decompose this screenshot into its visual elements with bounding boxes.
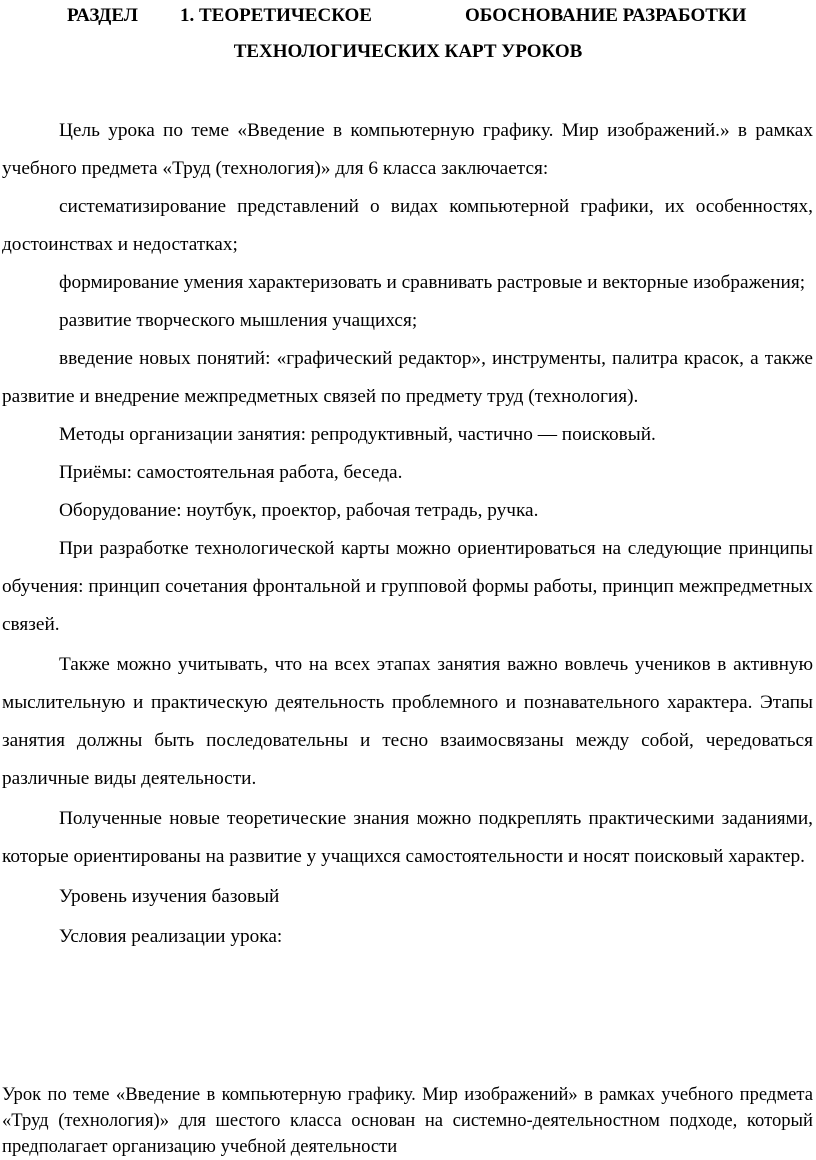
paragraph-methods: Методы организации занятия: репродуктивный, частично — поисковый. (59, 424, 656, 445)
section-heading-line-2: ТЕХНОЛОГИЧЕСКИХ КАРТ УРОКОВ (233, 41, 583, 62)
paragraph-techniques: Приёмы: самостоятельная работа, беседа. (59, 462, 403, 483)
paragraph-level: Уровень изучения базовый (59, 886, 280, 907)
tail-text (2, 1082, 813, 1160)
paragraph-goal-item-3: развитие творческого мышления учащихся; (59, 310, 418, 331)
paragraph-equipment: Оборудование: ноутбук, проектор, рабочая тетрадь, ручка. (59, 500, 539, 521)
heading-word-theoretical: 1. ТЕОРЕТИЧЕСКОЕ (180, 5, 372, 26)
paragraph-goal-item-4: введение новых понятий: «графический редактор», инструменты, палитра красок, а также развитие и внедрение межпредметных связей по предмету труд (технология). (2, 348, 813, 407)
heading-word-section: РАЗДЕЛ (67, 5, 138, 26)
heading-word-justification: ОБОСНОВАНИЕ РАЗРАБОТКИ (465, 5, 747, 26)
paragraph-goal-item-1: систематизирование представлений о видах компьютерной графики, их особенностях, достоинствах и недостатках; (2, 196, 813, 255)
paragraph-engagement: Также можно учитывать, что на всех этапах занятия важно вовлечь учеников в активную мыслительную и практическую деятельность проблемного и познавательного характера. Этапы занятия должны быть последовательны и тесно взаимосвязаны между собой, чередоваться различные виды деятельности. (2, 654, 813, 789)
paragraph-goal: Цель урока по теме «Введение в компьютерную графику. Мир изображений.» в рамках учебного предмета «Труд (технология)» для 6 класса заключается: (2, 120, 813, 179)
paragraph-conditions: Условия реализации урока: (59, 926, 283, 947)
paragraph-practice: Полученные новые теоретические знания можно подкреплять практическими заданиями, которые ориентированы на развитие у учащихся самостоятельности и носят поисковый характер. (2, 808, 813, 867)
body-text (2, 112, 813, 956)
paragraph-goal-item-2: формирование умения характеризовать и сравнивать растровые и векторные изображения; (59, 272, 806, 293)
paragraph-lesson-approach: Урок по теме «Введение в компьютерную графику. Мир изображений» в рамках учебного предмета «Труд (технология)» для шестого класса основан на системно-деятельностном подходе, который предполагает организацию учебной деятельности (2, 1084, 813, 1157)
paragraph-principles: При разработке технологической карты можно ориентироваться на следующие принципы обучения: принцип сочетания фронтальной и групповой формы работы, принцип межпредметных связей. (2, 538, 813, 635)
